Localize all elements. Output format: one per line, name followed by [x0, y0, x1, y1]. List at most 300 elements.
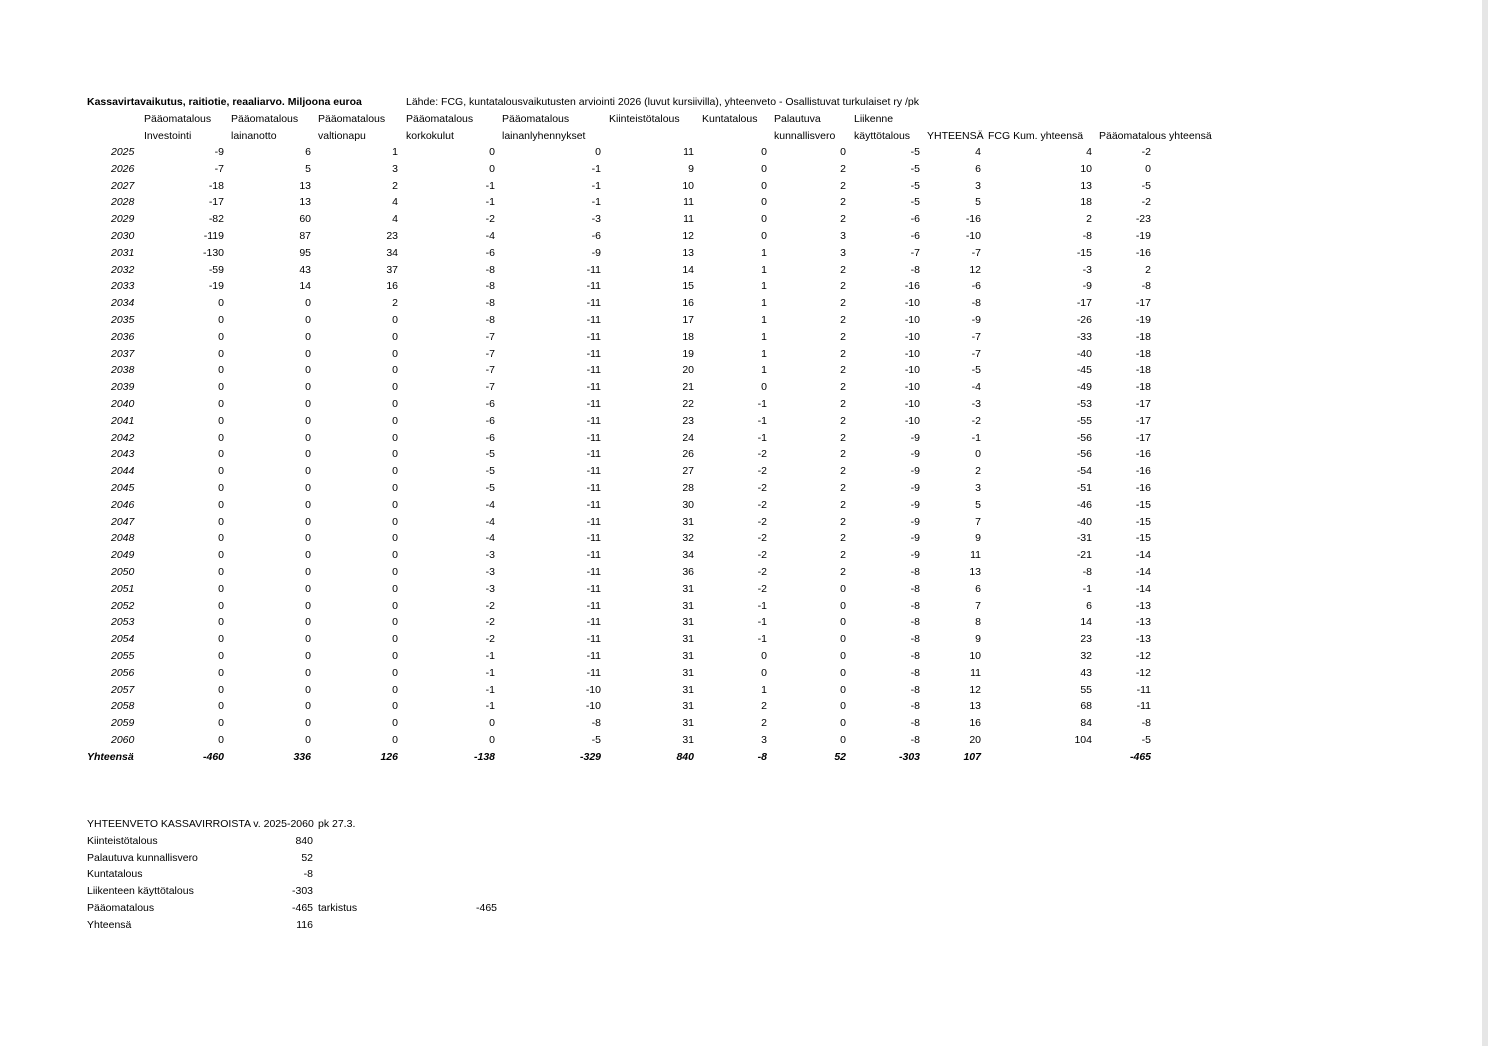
cell-yhteensa: 0: [975, 448, 981, 461]
header-fcg-kum: FCG Kum. yhteensä: [988, 130, 1084, 142]
cell-valtionapu: 0: [392, 666, 398, 679]
cell-fcg-kum: -45: [1076, 364, 1092, 377]
table-row: [0, 396, 1300, 412]
cell-fcg-kum: -26: [1076, 314, 1092, 326]
cell-lainanotto: 0: [305, 364, 311, 377]
cell-lainanotto: 43: [299, 263, 311, 276]
cell-fcg-kum: 68: [1080, 700, 1092, 713]
cell-liikenne: -9: [910, 515, 920, 528]
cell-valtionapu: 37: [386, 263, 398, 276]
cell-yhteensa: -6: [971, 280, 981, 293]
cell-kuntatalous: 3: [761, 734, 767, 746]
cell-valtionapu: 0: [392, 515, 398, 528]
cell-lainanotto: 0: [305, 431, 311, 444]
cell-kiinteistotalous: 31: [682, 683, 694, 696]
cell-fcg-kum: 4: [1086, 146, 1092, 158]
cell-investointi: 0: [218, 330, 224, 343]
cell-paaomatalous-yhteensa: -19: [1135, 230, 1151, 242]
cell-kiinteistotalous: 11: [683, 146, 694, 158]
cell-investointi: -17: [208, 196, 224, 209]
header-lainanotto-line1: Pääomatalous: [231, 113, 299, 125]
cell-kuntatalous: 1: [761, 314, 767, 326]
cell-kiinteistotalous: 840: [676, 750, 694, 763]
cell-valtionapu: 0: [392, 700, 398, 713]
cell-fcg-kum: -8: [1082, 566, 1092, 578]
year-cell: 2025: [111, 146, 135, 158]
cell-liikenne: -303: [898, 750, 920, 763]
cell-korkokulut: -1: [485, 196, 495, 209]
window-edge: [1482, 0, 1488, 1046]
cell-paaomatalous-yhteensa: -11: [1136, 683, 1151, 696]
cell-yhteensa: 7: [975, 515, 981, 528]
cell-investointi: 0: [218, 364, 224, 377]
cell-valtionapu: 0: [392, 482, 398, 494]
cell-liikenne: -5: [910, 146, 920, 158]
cell-korkokulut: -3: [485, 582, 495, 595]
cell-kiinteistotalous: 28: [682, 482, 694, 494]
cell-lainanlyhennykset: -3: [591, 213, 601, 226]
cell-fcg-kum: -17: [1076, 297, 1092, 310]
cell-kiinteistotalous: 17: [682, 314, 694, 326]
cell-lainanotto: 0: [305, 666, 311, 679]
cell-kiinteistotalous: 31: [682, 599, 694, 612]
cell-lainanlyhennykset: -11: [586, 381, 601, 394]
table-row: [0, 161, 1300, 177]
year-cell: 2056: [111, 666, 135, 679]
cell-liikenne: -8: [910, 717, 920, 730]
year-cell: 2052: [111, 599, 135, 612]
cell-yhteensa: 5: [975, 498, 981, 511]
cell-kunnallisvero: 2: [840, 280, 846, 293]
cell-yhteensa: 10: [969, 650, 981, 662]
cell-liikenne: -10: [904, 314, 920, 326]
year-cell: 2028: [111, 196, 135, 209]
cell-kiinteistotalous: 32: [682, 532, 694, 545]
cell-yhteensa: 13: [969, 566, 981, 578]
cell-lainanlyhennykset: -11: [586, 465, 601, 478]
cell-korkokulut: 0: [489, 734, 495, 746]
cell-kuntatalous: -2: [757, 448, 767, 461]
year-cell: 2026: [111, 162, 135, 175]
cell-lainanlyhennykset: -11: [586, 398, 601, 410]
cell-lainanlyhennykset: -11: [586, 364, 601, 377]
cell-kunnallisvero: 2: [840, 515, 846, 528]
cell-yhteensa: -7: [971, 330, 981, 343]
cell-kuntatalous: 0: [761, 213, 767, 226]
cell-valtionapu: 0: [392, 498, 398, 511]
header-paaomatalous-yhteensa: Pääomatalous yhteensä: [1099, 130, 1212, 142]
year-cell: 2059: [111, 717, 135, 730]
cell-investointi: 0: [218, 717, 224, 730]
cell-lainanotto: 336: [293, 750, 311, 763]
cell-yhteensa: 16: [969, 717, 981, 730]
cell-kuntatalous: 0: [761, 146, 767, 158]
cell-valtionapu: 0: [392, 431, 398, 444]
year-cell: 2060: [111, 734, 135, 746]
cell-fcg-kum: 32: [1080, 650, 1092, 662]
cell-lainanlyhennykset: -11: [586, 347, 601, 360]
cell-kuntatalous: -1: [757, 633, 767, 646]
cell-korkokulut: -138: [473, 750, 495, 763]
cell-valtionapu: 23: [386, 230, 398, 242]
cell-paaomatalous-yhteensa: -19: [1135, 314, 1151, 326]
cell-valtionapu: 16: [386, 280, 398, 293]
cell-liikenne: -9: [910, 431, 920, 444]
cell-kunnallisvero: 2: [840, 448, 846, 461]
year-cell: 2030: [111, 230, 135, 242]
cell-fcg-kum: -46: [1076, 498, 1092, 511]
cell-lainanotto: 95: [299, 246, 311, 259]
cell-kuntatalous: -2: [757, 566, 767, 578]
cell-yhteensa: 12: [969, 683, 981, 696]
cell-yhteensa: -1: [971, 431, 981, 444]
cell-liikenne: -6: [910, 230, 920, 242]
cell-paaomatalous-yhteensa: -17: [1135, 398, 1151, 410]
table-row: [0, 530, 1300, 546]
header-kuntatalous: Kuntatalous: [702, 113, 758, 125]
cell-investointi: -119: [203, 230, 224, 242]
cell-kuntatalous: -8: [757, 750, 767, 763]
year-cell: 2047: [111, 515, 135, 528]
cell-kunnallisvero: 3: [840, 230, 846, 242]
table-row: [0, 346, 1300, 362]
year-cell: 2054: [111, 633, 135, 646]
table-row: [0, 598, 1300, 614]
table-row: [0, 262, 1300, 278]
cell-kunnallisvero: 2: [840, 213, 846, 226]
cell-korkokulut: -8: [485, 297, 495, 310]
cell-liikenne: -10: [904, 330, 920, 343]
cell-kiinteistotalous: 31: [682, 582, 694, 595]
cell-yhteensa: 11: [970, 666, 981, 679]
cell-fcg-kum: 55: [1080, 683, 1092, 696]
year-cell: 2045: [111, 482, 135, 494]
cell-fcg-kum: -31: [1076, 532, 1092, 545]
cell-kunnallisvero: 2: [840, 263, 846, 276]
cell-paaomatalous-yhteensa: -15: [1135, 515, 1151, 528]
cell-investointi: -18: [208, 179, 224, 192]
cell-kiinteistotalous: 18: [682, 330, 694, 343]
cell-liikenne: -8: [910, 650, 920, 662]
cell-lainanlyhennykset: -9: [591, 246, 601, 259]
table-row: [0, 413, 1300, 429]
cell-korkokulut: -6: [485, 431, 495, 444]
cell-kiinteistotalous: 34: [682, 549, 694, 562]
cell-korkokulut: -2: [485, 616, 495, 629]
cell-kuntatalous: 2: [761, 717, 767, 730]
cell-korkokulut: -3: [485, 549, 495, 562]
cell-lainanotto: 60: [299, 213, 311, 226]
cell-paaomatalous-yhteensa: -5: [1141, 734, 1151, 746]
cell-kiinteistotalous: 10: [682, 179, 694, 192]
cell-kiinteistotalous: 31: [682, 700, 694, 713]
cell-kunnallisvero: 52: [834, 750, 846, 763]
cell-lainanotto: 0: [305, 414, 311, 427]
table-row: [0, 581, 1300, 597]
table-row: [0, 278, 1300, 294]
cell-liikenne: -9: [910, 498, 920, 511]
cell-kiinteistotalous: 31: [682, 666, 694, 679]
cell-kunnallisvero: 0: [840, 582, 846, 595]
cell-kunnallisvero: 2: [840, 532, 846, 545]
summary-label: Kuntatalous: [87, 868, 143, 880]
cell-valtionapu: 0: [392, 633, 398, 646]
cell-kunnallisvero: 2: [840, 398, 846, 410]
cell-investointi: -19: [208, 280, 224, 293]
cell-fcg-kum: 13: [1080, 179, 1092, 192]
cell-kiinteistotalous: 27: [682, 465, 694, 478]
cell-valtionapu: 1: [392, 146, 398, 158]
cell-yhteensa: 6: [975, 162, 981, 175]
cell-lainanlyhennykset: -11: [586, 330, 601, 343]
cell-liikenne: -9: [910, 532, 920, 545]
check-value: -465: [475, 902, 497, 914]
cell-lainanotto: 0: [305, 515, 311, 528]
cell-lainanotto: 0: [305, 650, 311, 662]
cell-valtionapu: 0: [392, 330, 398, 343]
cell-valtionapu: 0: [392, 549, 398, 562]
cell-yhteensa: 11: [970, 549, 981, 562]
cell-valtionapu: 0: [392, 414, 398, 427]
cell-kunnallisvero: 0: [840, 616, 846, 629]
header-kunnallisvero-line1: Palautuva: [774, 113, 821, 125]
table-row: [0, 446, 1300, 462]
cell-kuntatalous: 0: [761, 381, 767, 394]
cell-yhteensa: 4: [975, 146, 981, 158]
year-cell: 2053: [111, 616, 135, 629]
cell-lainanotto: 0: [305, 314, 311, 326]
summary-value: -8: [303, 868, 313, 880]
cell-lainanlyhennykset: -11: [586, 549, 601, 562]
cell-paaomatalous-yhteensa: -17: [1135, 297, 1151, 310]
cell-investointi: 0: [218, 498, 224, 511]
header-valtionapu-line1: Pääomatalous: [318, 113, 386, 125]
cell-kiinteistotalous: 14: [682, 263, 694, 276]
header-liikenne-line2: käyttötalous: [854, 130, 911, 142]
cell-liikenne: -9: [910, 482, 920, 494]
cell-liikenne: -10: [904, 414, 920, 427]
cell-yhteensa: -16: [965, 213, 981, 226]
table-row: [0, 665, 1300, 681]
cell-korkokulut: -8: [485, 263, 495, 276]
cell-fcg-kum: 84: [1080, 717, 1092, 730]
table-row: [0, 715, 1300, 731]
cell-korkokulut: -3: [485, 566, 495, 578]
cell-lainanlyhennykset: -11: [586, 482, 601, 494]
cell-fcg-kum: 18: [1080, 196, 1092, 209]
cell-paaomatalous-yhteensa: -2: [1141, 196, 1151, 209]
cell-kiinteistotalous: 36: [682, 566, 694, 578]
cell-korkokulut: -4: [485, 230, 495, 242]
cell-kiinteistotalous: 31: [682, 717, 694, 730]
cell-fcg-kum: -56: [1076, 448, 1092, 461]
cell-investointi: -9: [214, 146, 224, 158]
cell-fcg-kum: -1: [1082, 582, 1092, 595]
cell-valtionapu: 0: [392, 448, 398, 461]
cell-korkokulut: -1: [485, 700, 495, 713]
table-row: [0, 463, 1300, 479]
cell-valtionapu: 0: [392, 599, 398, 612]
cell-lainanlyhennykset: -11: [586, 633, 601, 646]
cell-korkokulut: -2: [485, 213, 495, 226]
year-cell: 2057: [111, 683, 135, 696]
cell-korkokulut: -1: [485, 650, 495, 662]
cell-lainanlyhennykset: -11: [586, 582, 601, 595]
cell-lainanotto: 0: [305, 566, 311, 578]
cell-paaomatalous-yhteensa: -5: [1141, 179, 1151, 192]
cell-lainanotto: 0: [305, 465, 311, 478]
table-row: [0, 245, 1300, 261]
header-lainanotto-line2: lainanotto: [231, 130, 277, 142]
cell-korkokulut: -5: [485, 465, 495, 478]
cell-kuntatalous: 0: [761, 196, 767, 209]
cell-yhteensa: 2: [975, 465, 981, 478]
cell-kunnallisvero: 0: [840, 146, 846, 158]
cell-paaomatalous-yhteensa: -16: [1135, 246, 1151, 259]
cell-kuntatalous: 0: [761, 179, 767, 192]
table-row: [0, 379, 1300, 395]
table-row: [0, 732, 1300, 748]
cell-fcg-kum: -15: [1076, 246, 1092, 259]
header-liikenne-line1: Liikenne: [854, 113, 894, 125]
cell-investointi: -59: [208, 263, 224, 276]
cell-kiinteistotalous: 11: [683, 196, 694, 209]
cell-liikenne: -9: [910, 448, 920, 461]
cell-paaomatalous-yhteensa: -23: [1135, 213, 1151, 226]
cell-yhteensa: -2: [971, 414, 981, 427]
cell-kuntatalous: 1: [761, 297, 767, 310]
cell-valtionapu: 0: [392, 582, 398, 595]
cell-kuntatalous: 1: [761, 364, 767, 377]
cell-kuntatalous: -1: [757, 398, 767, 410]
cell-lainanlyhennykset: -6: [591, 230, 601, 242]
cell-kuntatalous: 0: [761, 162, 767, 175]
cell-paaomatalous-yhteensa: -16: [1135, 448, 1151, 461]
year-cell: 2027: [111, 179, 135, 192]
cell-liikenne: -10: [904, 297, 920, 310]
cell-lainanotto: 5: [305, 162, 311, 175]
cell-kiinteistotalous: 31: [682, 633, 694, 646]
cell-korkokulut: -1: [485, 666, 495, 679]
cell-liikenne: -10: [904, 364, 920, 377]
cell-kuntatalous: -1: [757, 616, 767, 629]
cell-paaomatalous-yhteensa: -14: [1135, 566, 1151, 578]
cell-liikenne: -5: [910, 162, 920, 175]
header-valtionapu-line2: valtionapu: [318, 130, 366, 142]
cell-lainanotto: 0: [305, 347, 311, 360]
cell-paaomatalous-yhteensa: 0: [1145, 162, 1151, 175]
cell-yhteensa: 9: [975, 633, 981, 646]
cell-kunnallisvero: 2: [840, 431, 846, 444]
year-cell: 2029: [111, 213, 135, 226]
cell-yhteensa: 107: [963, 750, 981, 763]
cell-lainanlyhennykset: -10: [585, 683, 601, 696]
cell-paaomatalous-yhteensa: -12: [1135, 666, 1151, 679]
cell-kuntatalous: 1: [761, 246, 767, 259]
cell-kunnallisvero: 2: [840, 314, 846, 326]
cell-lainanlyhennykset: -1: [591, 196, 601, 209]
cell-liikenne: -10: [904, 347, 920, 360]
cell-paaomatalous-yhteensa: -16: [1135, 482, 1151, 494]
cell-valtionapu: 4: [392, 196, 398, 209]
table-row: [0, 295, 1300, 311]
cell-yhteensa: -4: [971, 381, 981, 394]
cell-kuntatalous: 2: [761, 700, 767, 713]
cell-kiinteistotalous: 11: [683, 213, 694, 226]
cell-korkokulut: -7: [485, 381, 495, 394]
check-label: tarkistus: [318, 902, 358, 914]
table-row: [0, 430, 1300, 446]
cell-lainanotto: 0: [305, 297, 311, 310]
cell-liikenne: -8: [910, 683, 920, 696]
cell-korkokulut: -7: [485, 364, 495, 377]
cell-lainanlyhennykset: -11: [586, 314, 601, 326]
cell-paaomatalous-yhteensa: -17: [1135, 414, 1151, 427]
cell-valtionapu: 0: [392, 381, 398, 394]
cell-lainanotto: 0: [305, 330, 311, 343]
header-investointi-line2: Investointi: [144, 130, 192, 142]
cell-kuntatalous: -1: [757, 599, 767, 612]
table-row: [0, 228, 1300, 244]
cell-valtionapu: 4: [392, 213, 398, 226]
cell-liikenne: -9: [910, 465, 920, 478]
cell-liikenne: -8: [910, 633, 920, 646]
cell-kunnallisvero: 2: [840, 465, 846, 478]
cell-lainanlyhennykset: -1: [591, 162, 601, 175]
year-cell: 2036: [111, 330, 135, 343]
cell-kuntatalous: 1: [761, 683, 767, 696]
cell-lainanlyhennykset: -5: [591, 734, 601, 746]
cell-korkokulut: -8: [485, 280, 495, 293]
cell-lainanotto: 0: [305, 381, 311, 394]
cell-kuntatalous: 0: [761, 666, 767, 679]
cell-korkokulut: -1: [485, 683, 495, 696]
cell-kuntatalous: -2: [757, 465, 767, 478]
year-cell: 2042: [111, 431, 135, 444]
cell-valtionapu: 0: [392, 717, 398, 730]
cell-paaomatalous-yhteensa: -11: [1136, 700, 1151, 713]
cell-kunnallisvero: 0: [840, 633, 846, 646]
cell-kunnallisvero: 0: [840, 650, 846, 662]
cell-kuntatalous: -2: [757, 498, 767, 511]
table-row: [0, 564, 1300, 580]
cell-kunnallisvero: 2: [840, 482, 846, 494]
cell-valtionapu: 0: [392, 616, 398, 629]
cell-liikenne: -8: [910, 666, 920, 679]
cell-valtionapu: 126: [380, 750, 398, 763]
cell-yhteensa: -3: [971, 398, 981, 410]
cell-yhteensa: 5: [975, 196, 981, 209]
cell-kiinteistotalous: 12: [682, 230, 694, 242]
cell-investointi: 0: [218, 633, 224, 646]
cell-kunnallisvero: 2: [840, 498, 846, 511]
year-cell: 2038: [111, 364, 135, 377]
year-cell: 2040: [111, 398, 135, 410]
cell-liikenne: -9: [910, 549, 920, 562]
cell-fcg-kum: -8: [1082, 230, 1092, 242]
year-cell: 2048: [111, 532, 135, 545]
cell-liikenne: -8: [910, 700, 920, 713]
cell-investointi: 0: [218, 465, 224, 478]
cell-kunnallisvero: 0: [840, 683, 846, 696]
cell-fcg-kum: -40: [1076, 347, 1092, 360]
cell-investointi: -460: [202, 750, 224, 763]
cell-investointi: 0: [218, 549, 224, 562]
cell-lainanlyhennykset: -329: [579, 750, 601, 763]
cell-investointi: 0: [218, 700, 224, 713]
table-row: [0, 614, 1300, 630]
table-row: [0, 362, 1300, 378]
